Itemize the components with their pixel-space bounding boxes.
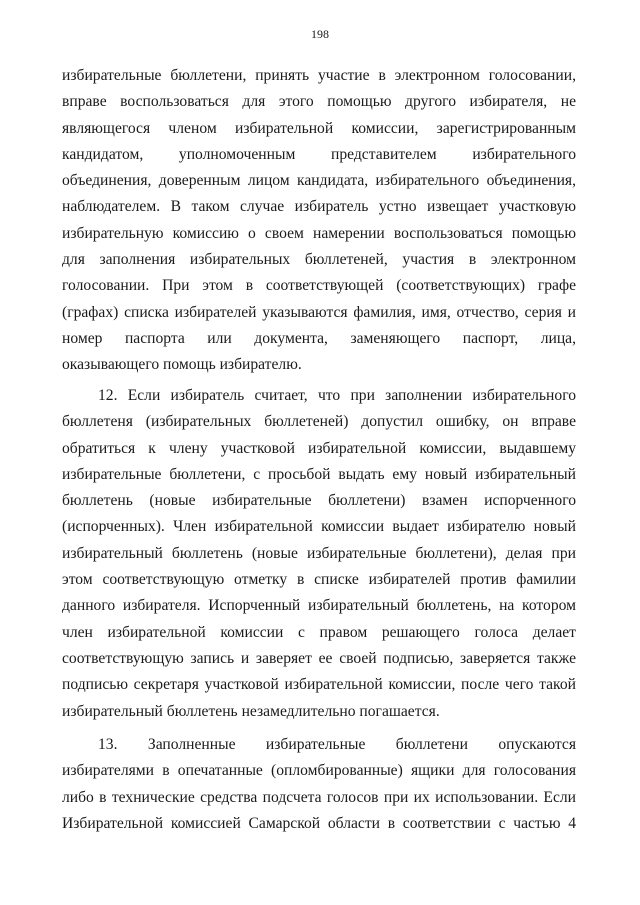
text-line: являющегося членом избирательной комиссии, зарегистрированным xyxy=(62,119,576,137)
text-line: бюллетеня (избирательных бюллетеней) допустил ошибку, он вправе xyxy=(62,413,576,431)
text-line: для заполнения избирательных бюллетеней, участия в электронном xyxy=(62,251,576,269)
paragraph-item-13 xyxy=(62,732,576,837)
page-number: 198 xyxy=(311,27,329,41)
text-line: номер паспорта или документа, заменяющего паспорт, лица, xyxy=(62,329,576,347)
text-line: обратиться к члену участковой избирательной комиссии, выдавшему xyxy=(62,439,576,457)
text-line: избирательный бюллетень (новые избирательные бюллетени), делая при xyxy=(62,544,576,562)
text-line: кандидатом, уполномоченным представителем избирательного xyxy=(62,145,576,163)
text-line: избирательные бюллетени, принять участие в электронном голосовании, xyxy=(62,67,576,84)
text-line: избирателями в опечатанные (опломбированные) ящики для голосования xyxy=(62,762,576,780)
text-line: подписью секретаря участковой избирательной комиссии, после чего такой xyxy=(62,676,576,694)
text-line: данного избирателя. Испорченный избирательный бюллетень, на котором xyxy=(62,597,576,615)
text-line: Избирательной комиссией Самарской области в соответствии с частью 4 xyxy=(62,814,576,832)
text-line: наблюдателем. В таком случае избиратель устно извещает участковую xyxy=(62,198,576,216)
paragraph-item-12 xyxy=(62,383,576,725)
text-line: (графах) списка избирателей указываются фамилия, имя, отчество, серия и xyxy=(62,303,576,321)
text-line: оказывающего помощь избирателю. xyxy=(62,356,302,374)
text-line: либо в технические средства подсчета голосов при их использовании. Если xyxy=(62,788,576,806)
text-line: избирательные бюллетени, с просьбой выдать ему новый избирательный xyxy=(62,465,576,483)
text-line: вправе воспользоваться для этого помощью другого избирателя, не xyxy=(62,93,576,111)
text-line: соответствующую запись и заверяет ее своей подписью, заверяется также xyxy=(62,649,576,667)
text-line: этом соответствующую отметку в списке избирателей против фамилии xyxy=(62,571,576,589)
text-line: объединения, доверенным лицом кандидата, избирательного объединения, xyxy=(62,172,576,190)
text-line: избирательный бюллетень незамедлительно погашается. xyxy=(62,702,440,720)
text-line: 12. Если избиратель считает, что при заполнении избирательного xyxy=(98,387,576,404)
text-line: голосовании. При этом в соответствующей (соответствующих) графе xyxy=(62,277,576,295)
text-line: член избирательной комиссии с правом решающего голоса делает xyxy=(62,623,576,641)
text-line: 13. Заполненные избирательные бюллетени опускаются xyxy=(98,736,576,753)
text-line: бюллетень (новые избирательные бюллетени) взамен испорченного xyxy=(62,492,576,510)
paragraph-continuation xyxy=(62,63,576,379)
text-line: избирательную комиссию о своем намерении воспользоваться помощью xyxy=(62,224,576,242)
text-line: (испорченных). Член избирательной комиссии выдает избирателю новый xyxy=(62,518,576,536)
